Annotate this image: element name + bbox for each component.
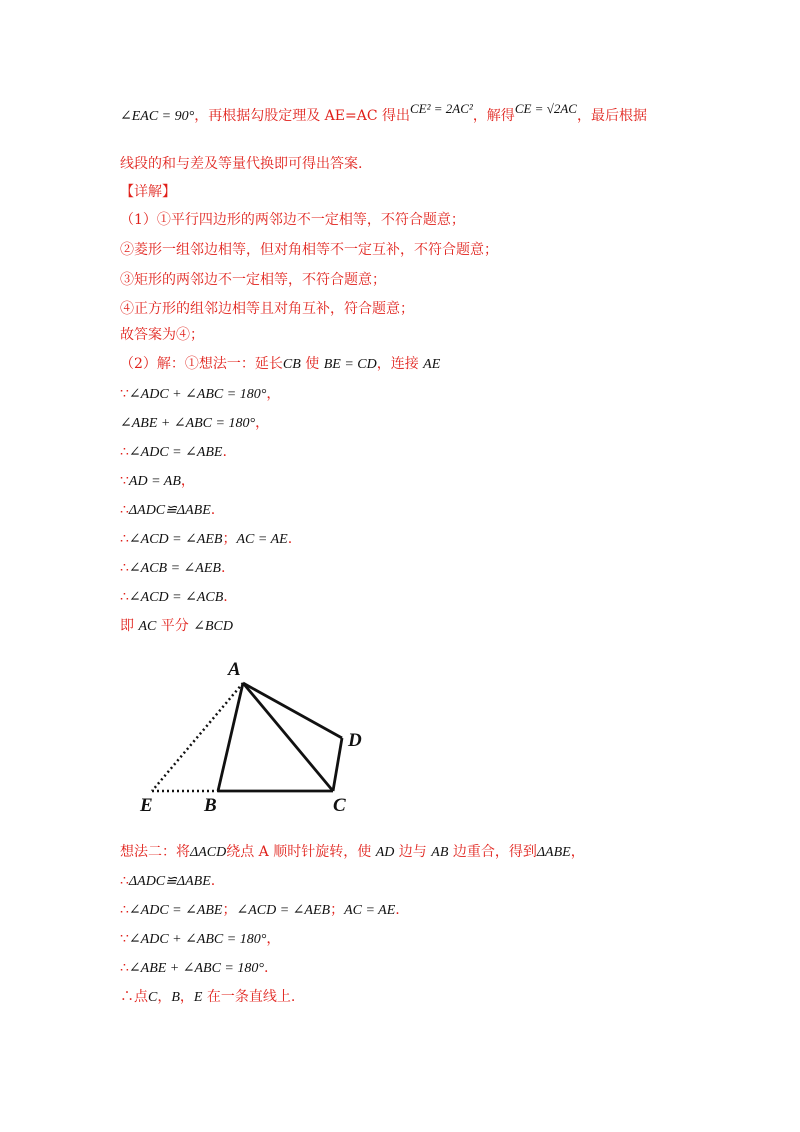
method2-step-2 [120, 900, 400, 921]
intro-text-2: ，解得 [472, 108, 515, 124]
segment-cb: CB [282, 357, 301, 372]
angle-eac-formula: ∠EAC = 90° [120, 109, 195, 124]
method1-intro [120, 354, 440, 375]
label-e: E [140, 795, 153, 816]
ce-squared-formula: CE² = 2AC² [410, 101, 473, 116]
step7-end: . [220, 560, 226, 576]
intro-line-2: 线段的和与差及等量代换即可得出答案. [120, 156, 363, 172]
label-a: A [228, 659, 241, 680]
therefore-symbol: ∴ [120, 902, 129, 918]
point-b: B [171, 990, 180, 1005]
part1-line-3: ③矩形的两邻边不一定相等，不符合题意； [120, 272, 386, 288]
step6-separator: ； [222, 531, 237, 547]
label-d: D [348, 730, 362, 751]
method2-text-e: ， [570, 844, 585, 860]
method2-step-4 [120, 958, 268, 979]
method2-text-c: 边与 [394, 844, 432, 860]
m2-step3-end: ， [266, 931, 281, 947]
step6-formula-a: ∠ACD = ∠AEB [128, 532, 223, 547]
because-symbol: ∵ [120, 473, 129, 489]
method2-text-b: 绕点 A 顺时针旋转，使 [226, 844, 376, 860]
m2-step2-sep2: ； [330, 902, 345, 918]
m2-step3-formula: ∠ADC + ∠ABC = 180° [128, 932, 267, 947]
conclusion-b: 平分 [156, 618, 194, 634]
label-c: C [333, 795, 346, 816]
conclusion-a: 即 [120, 618, 139, 634]
step3-formula: ∠ADC = ∠ABE [128, 445, 223, 460]
method2-text-a: 想法二：将 [120, 844, 190, 860]
ce-value-formula: CE = √2AC [514, 101, 577, 116]
therefore-symbol: ∴ [120, 960, 129, 976]
geometry-figure [130, 655, 390, 825]
step4-formula: AD = AB [128, 474, 181, 489]
part1-answer: 故答案为④； [120, 327, 204, 343]
section-heading: 【详解】 [120, 184, 176, 200]
angle-bcd: ∠BCD [193, 619, 233, 634]
m2-step5-sep1: ， [157, 989, 172, 1005]
step8-end: . [223, 589, 228, 605]
intro-line-1 [120, 101, 647, 127]
step6-end: . [287, 531, 293, 547]
label-b: B [204, 795, 217, 816]
therefore-symbol: ∴ [120, 531, 129, 547]
segment-ac: AC [138, 619, 157, 634]
step5-end: . [210, 502, 216, 518]
m2-step5-end: 在一条直线上. [202, 989, 296, 1005]
m2-step2-formula-b: ∠ACD = ∠AEB [236, 903, 331, 918]
segment-ad [243, 683, 342, 738]
m2-step2-formula-c: AC = AE [344, 903, 396, 918]
therefore-symbol: ∴ [120, 560, 129, 576]
segment-dc [333, 738, 342, 791]
point-e: E [193, 990, 203, 1005]
step1-formula: ∠ADC + ∠ABC = 180° [128, 387, 267, 402]
segment-ab-text: AB [431, 845, 449, 860]
method2-step-5 [120, 987, 295, 1008]
step6-formula-b: AC = AE [236, 532, 288, 547]
method1-step-3 [120, 442, 227, 463]
because-symbol: ∵ [120, 386, 129, 402]
method2-step-1 [120, 871, 215, 892]
therefore-symbol: ∴ [120, 502, 129, 518]
m2-step1-end: . [210, 873, 216, 889]
m2-step2-formula-a: ∠ADC = ∠ABE [128, 903, 223, 918]
m2-step1-formula: ΔADC≌ΔABE [128, 874, 211, 889]
method2-step-3 [120, 929, 280, 950]
step2-formula: ∠ABE + ∠ABC = 180° [120, 416, 256, 431]
method2-intro [120, 842, 585, 863]
triangle-acd: ΔACD [190, 845, 227, 860]
m2-step5-sep2: ， [179, 989, 194, 1005]
therefore-symbol: ∴ [120, 873, 129, 889]
method1-step-1 [120, 384, 280, 405]
step1-end: ， [266, 386, 281, 402]
therefore-symbol: ∴ [120, 444, 129, 460]
method1-step-5 [120, 500, 215, 521]
step3-end: . [222, 444, 227, 460]
method1-step-2 [120, 413, 269, 434]
part1-line-1: （1）①平行四边形的两邻边不一定相等，不符合题意； [120, 212, 465, 228]
step7-formula: ∠ACB = ∠AEB [128, 561, 221, 576]
point-c: C [148, 990, 158, 1005]
therefore-point: ∴点 [120, 989, 148, 1005]
m2-step2-end: . [395, 902, 400, 918]
triangle-abe: ΔABE [536, 845, 571, 860]
segment-ae: AE [423, 357, 441, 372]
intro-text-1: ，再根据勾股定理及 AE=AC 得出 [194, 108, 411, 124]
method2-text-d: 边重合，得到 [448, 844, 537, 860]
method1-step-8 [120, 587, 228, 608]
method1-step-6 [120, 529, 292, 550]
step2-end: ， [255, 415, 270, 431]
intro-text-3: ，最后根据 [576, 108, 647, 124]
part1-line-2: ②菱形一组邻边相等，但对角相等不一定互补，不符合题意； [120, 242, 498, 258]
method1-step-7 [120, 558, 225, 579]
m2-step4-end: . [263, 960, 269, 976]
method1-conclusion [120, 616, 233, 637]
step8-formula: ∠ACD = ∠ACB [128, 590, 224, 605]
method1-step-4 [120, 471, 195, 492]
method1-intro-b: 使 [300, 356, 324, 372]
step4-end: ， [180, 473, 195, 489]
m2-step4-formula: ∠ABE + ∠ABC = 180° [128, 961, 264, 976]
part1-line-4: ④正方形的组邻边相等且对角互补，符合题意； [120, 301, 414, 317]
segment-ac-line [243, 683, 333, 791]
be-equals-cd: BE = CD [323, 357, 377, 372]
therefore-symbol: ∴ [120, 589, 129, 605]
m2-step2-sep1: ； [222, 902, 237, 918]
step5-formula: ΔADC≌ΔABE [128, 503, 211, 518]
segment-ad-text: AD [375, 845, 395, 860]
method1-intro-c: ，连接 [376, 356, 424, 372]
because-symbol: ∵ [120, 931, 129, 947]
method1-intro-a: （2）解：①想法一：延长 [120, 356, 283, 372]
